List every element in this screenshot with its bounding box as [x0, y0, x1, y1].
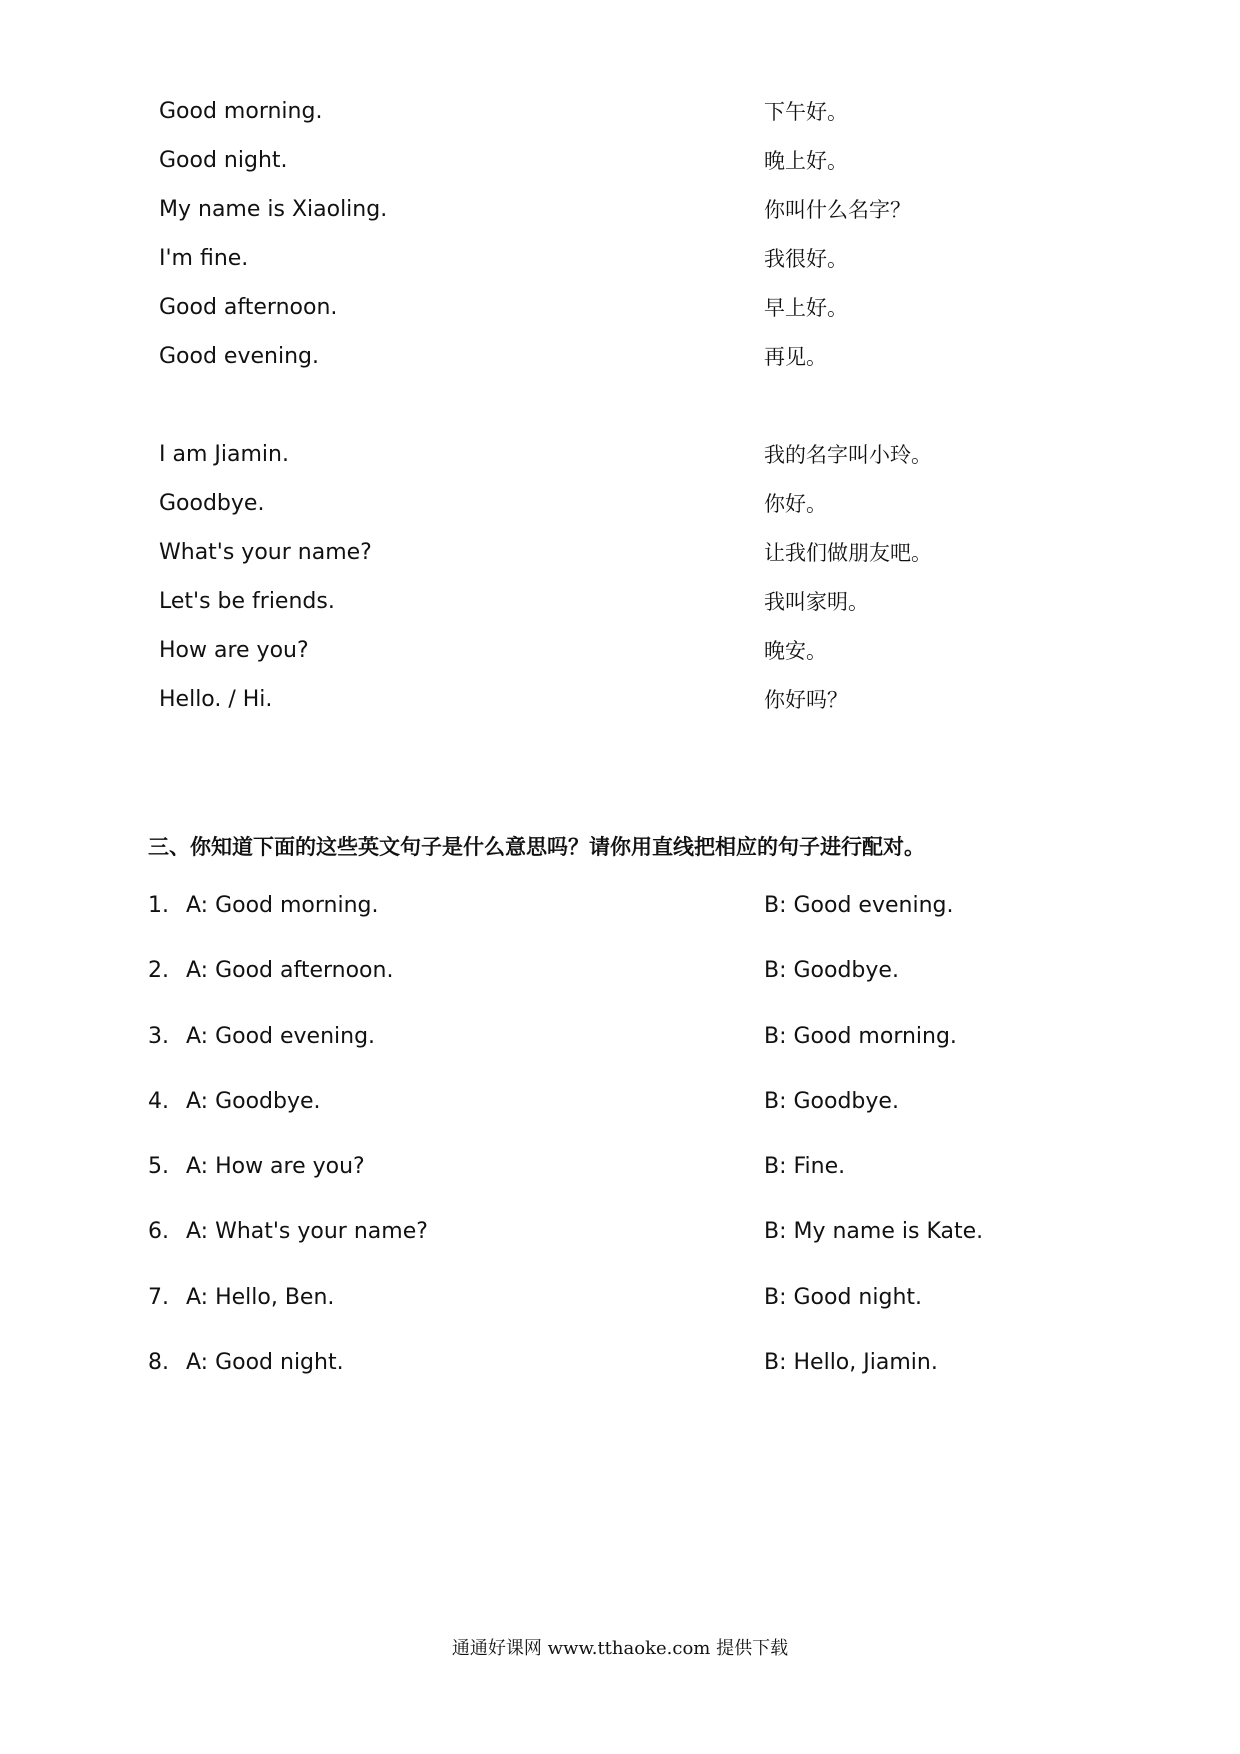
english-sentence: Good night.: [159, 148, 288, 173]
item-number: 3.: [148, 1023, 169, 1049]
english-sentence: My name is Xiaoling.: [159, 197, 388, 222]
pair-row: [159, 440, 1059, 489]
english-sentence: Goodbye.: [159, 491, 265, 516]
dialogue-b: B: Good night.: [764, 1284, 923, 1310]
english-sentence: Let's be friends.: [159, 589, 335, 614]
dialogue-b: B: Good evening.: [764, 893, 954, 918]
section-title: 三、你知道下面的这些英文句子是什么意思吗？请你用直线把相应的句子进行配对。: [148, 835, 925, 859]
item-number: 8.: [148, 1350, 169, 1376]
dialogue-a: A: Hello, Ben.: [186, 1284, 335, 1310]
dialogue-b: B: Hello, Jiamin.: [764, 1350, 938, 1376]
chinese-sentence: 晚上好。: [764, 149, 848, 173]
dialogue-a: A: Good afternoon.: [186, 958, 394, 984]
item-number: 4.: [148, 1088, 169, 1114]
page-footer: 通通好课网 www.tthaoke.com 提供下载: [451, 1638, 789, 1659]
english-sentence: Good evening.: [159, 344, 319, 369]
english-sentence: Good morning.: [159, 99, 323, 124]
english-sentence: I am Jiamin.: [159, 442, 289, 467]
dialogue-b: B: Goodbye.: [764, 958, 899, 984]
pair-row: [159, 146, 1059, 195]
matching-group-1: [159, 97, 1059, 391]
list-item: [148, 1152, 1068, 1217]
chinese-sentence: 下午好。: [764, 100, 848, 124]
item-number: 2.: [148, 958, 169, 984]
dialogue-match-list: [148, 891, 1068, 1413]
chinese-sentence: 早上好。: [764, 296, 848, 320]
pair-row: [159, 293, 1059, 342]
list-item: [148, 1087, 1068, 1152]
dialogue-b: B: My name is Kate.: [764, 1219, 984, 1245]
dialogue-a: A: Good morning.: [186, 893, 379, 918]
chinese-sentence: 你叫什么名字？: [764, 198, 911, 222]
chinese-sentence: 你好。: [764, 492, 827, 516]
pair-row: [159, 195, 1059, 244]
dialogue-a: A: How are you?: [186, 1154, 365, 1180]
item-number: 1.: [148, 893, 169, 918]
chinese-sentence: 晚安。: [764, 639, 827, 663]
english-sentence: Good afternoon.: [159, 295, 338, 320]
matching-group-2: [159, 440, 1059, 734]
list-item: [148, 1348, 1068, 1413]
item-number: 5.: [148, 1154, 169, 1180]
english-sentence: What's your name?: [159, 540, 372, 565]
dialogue-a: A: Good night.: [186, 1350, 344, 1376]
pair-row: [159, 538, 1059, 587]
chinese-sentence: 我很好。: [764, 247, 848, 271]
chinese-sentence: 我的名字叫小玲。: [764, 443, 932, 467]
list-item: [148, 1022, 1068, 1087]
item-number: 7.: [148, 1284, 169, 1310]
list-item: [148, 956, 1068, 1021]
pair-row: [159, 97, 1059, 146]
pair-row: [159, 244, 1059, 293]
dialogue-b: B: Fine.: [764, 1154, 846, 1180]
chinese-sentence: 让我们做朋友吧。: [764, 541, 932, 565]
dialogue-a: A: What's your name?: [186, 1219, 428, 1245]
chinese-sentence: 我叫家明。: [764, 590, 869, 614]
list-item: [148, 1217, 1068, 1282]
item-number: 6.: [148, 1219, 169, 1245]
dialogue-b: B: Good morning.: [764, 1023, 957, 1049]
dialogue-a: A: Good evening.: [186, 1023, 376, 1049]
english-sentence: Hello. / Hi.: [159, 687, 273, 712]
dialogue-b: B: Goodbye.: [764, 1088, 899, 1114]
dialogue-a: A: Goodbye.: [186, 1088, 321, 1114]
list-item: [148, 891, 1068, 956]
pair-row: [159, 636, 1059, 685]
pair-row: [159, 489, 1059, 538]
english-sentence: I'm fine.: [159, 246, 249, 271]
pair-row: [159, 685, 1059, 734]
pair-row: [159, 342, 1059, 391]
list-item: [148, 1283, 1068, 1348]
chinese-sentence: 你好吗？: [764, 688, 848, 712]
pair-row: [159, 587, 1059, 636]
english-sentence: How are you?: [159, 638, 309, 663]
chinese-sentence: 再见。: [764, 345, 827, 369]
